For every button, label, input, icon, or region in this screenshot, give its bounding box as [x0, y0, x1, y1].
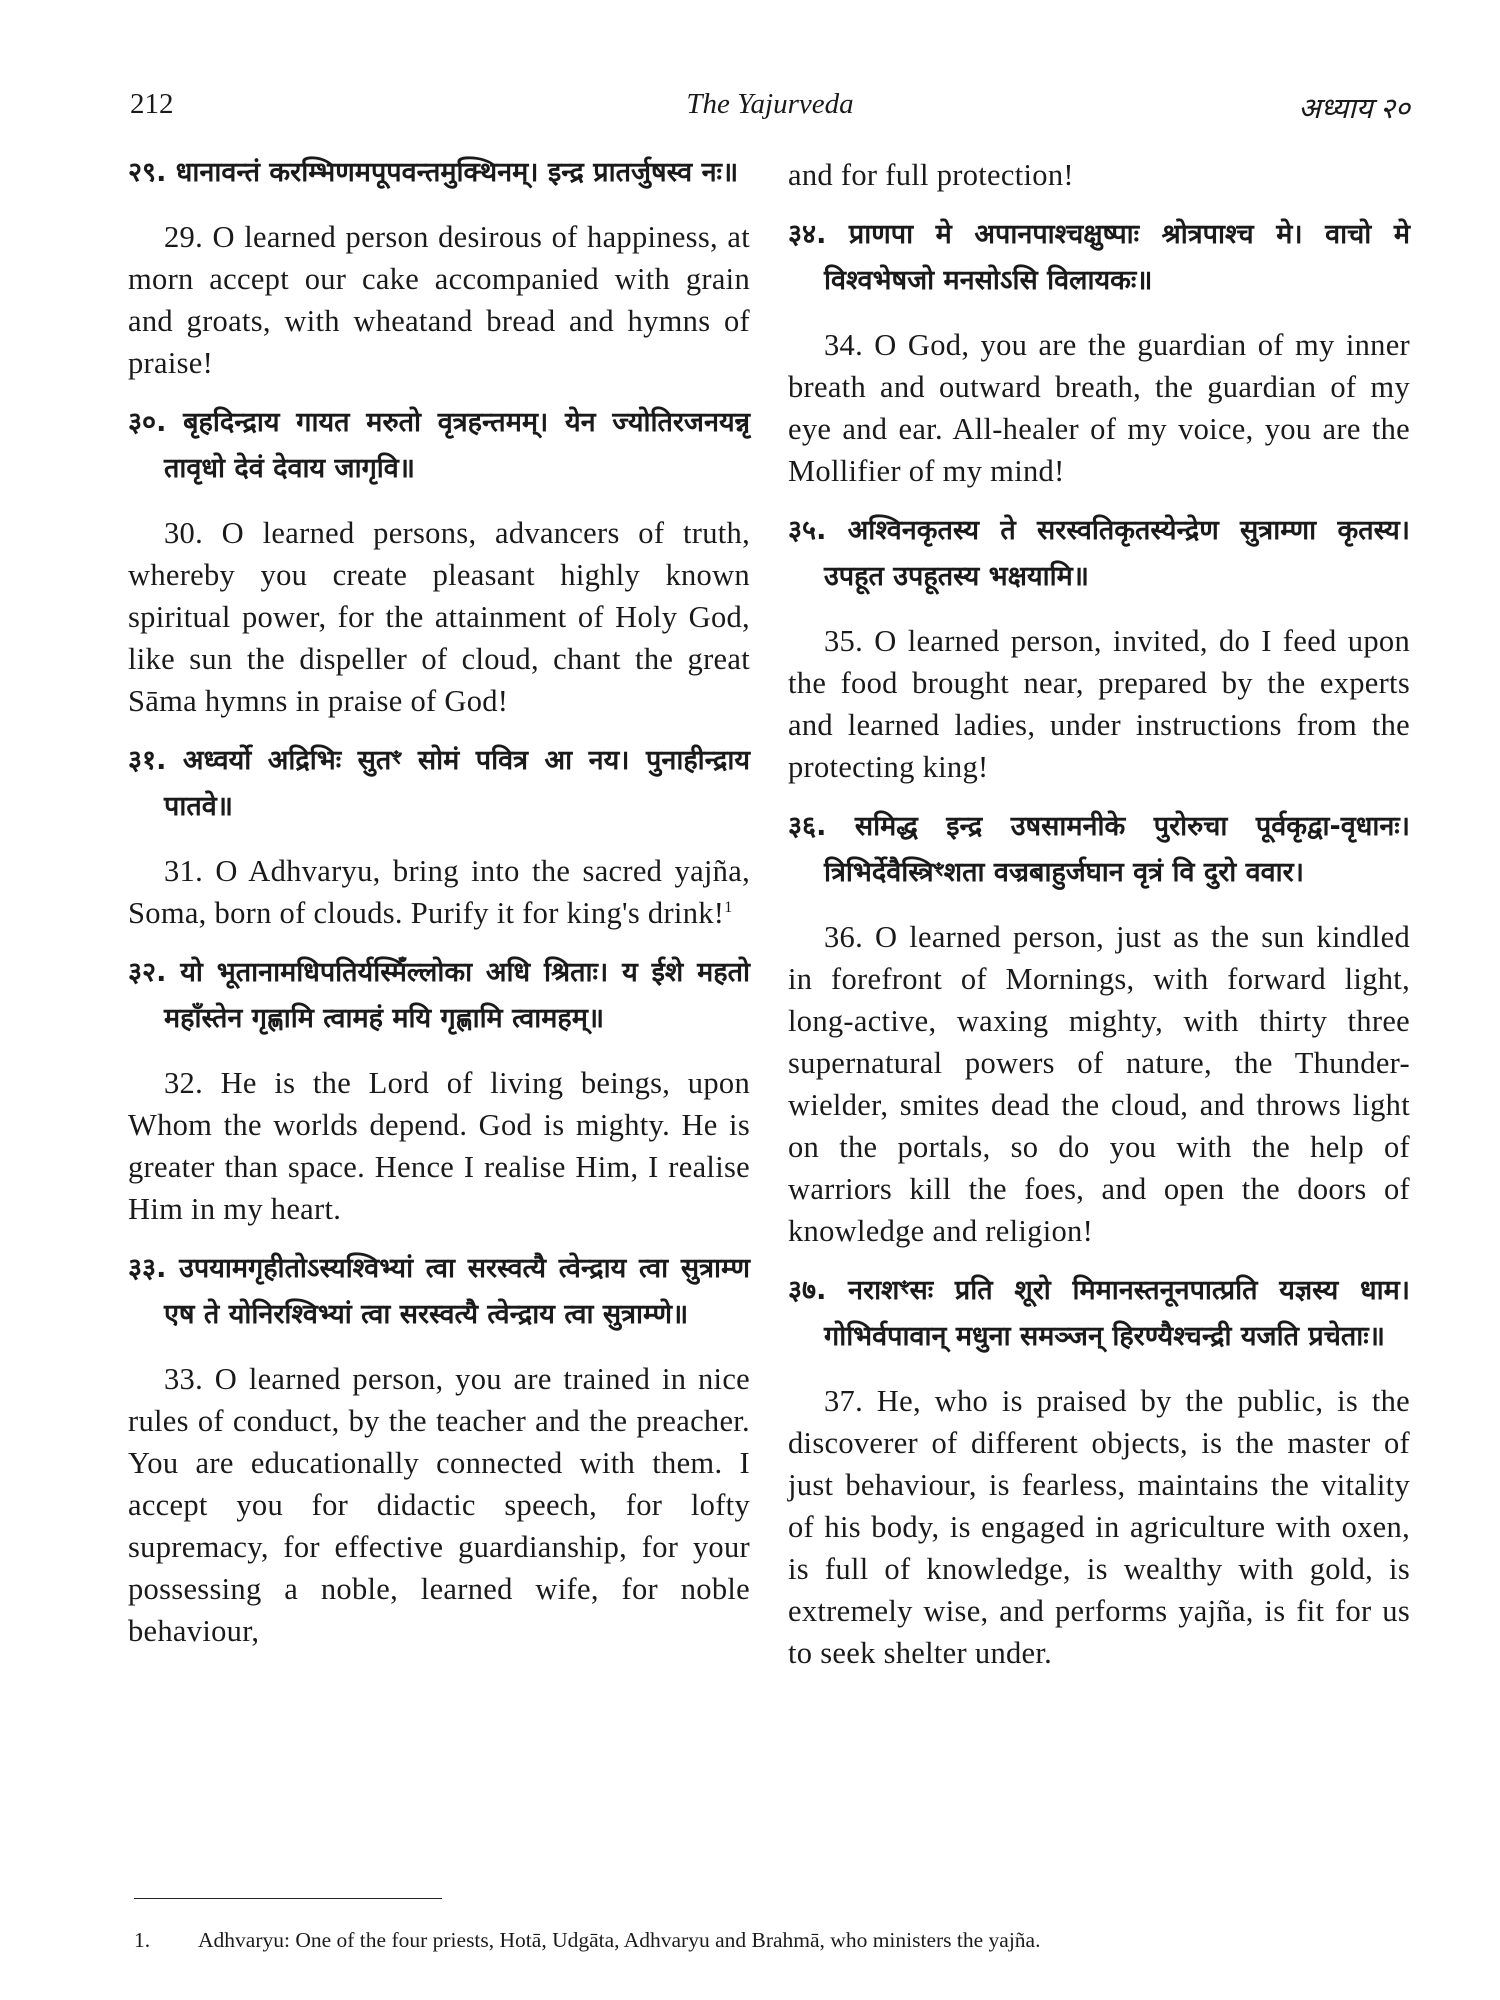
footnote-reference: 1 [724, 898, 733, 916]
verse-32-translation: 32. He is the Lord of living beings, upon Whom the worlds depend. God is mighty. He is greater than space. Hence I realise Him, I realise Him in my heart. [128, 1066, 750, 1226]
footnote-text: Adhvaryu: One of the four priests, Hotā, Udgāta, Adhvaryu and Brahmā, who ministers the yajña. [198, 1928, 1041, 1952]
verse-31-sanskrit: ३१. अध्वर्यो अद्रिभिः सुतꣳ सोमं पवित्र आ नय। पुनाहीन्द्राय पातवे॥ [128, 745, 750, 822]
verse-34-translation: 34. O God, you are the guardian of my inner breath and outward breath, the guardian of my eye and ear. All-healer of my voice, you are the Mollifier of my mind! [788, 328, 1410, 488]
verse-32-sanskrit: ३२. यो भूतानामधिपतिर्यस्मिँल्लोका अधि श्रिताः। य ईशे महतो महाँस्तेन गृह्णामि त्वामहं मयि गृह्णामि त्वामहम्॥ [128, 957, 750, 1034]
verse-30-sanskrit: ३०. बृहदिन्द्राय गायत मरुतो वृत्रहन्तमम्। येन ज्योतिरजनयन्नृ तावृधो देवं देवाय जागृवि॥ [128, 407, 750, 484]
verse-34-sanskrit: ३४. प्राणपा मे अपानपाश्चक्षुष्पाः श्रोत्रपाश्च मे। वाचो मे विश्वभेषजो मनसोऽसि विलायकः॥ [788, 219, 1410, 296]
running-title: The Yajurveda [686, 88, 854, 120]
left-column [128, 150, 750, 1668]
verse-31-text: 31. O Adhvaryu, bring into the sacred yajña, Soma, born of clouds. Purify it for king's drink! [128, 854, 750, 930]
verse-29-sanskrit: २९. धानावन्तं करम्भिणमपूपवन्तमुक्थिनम्। इन्द्र प्रातर्जुषस्व नः॥ [128, 157, 739, 188]
verse-33-sanskrit: ३३. उपयामगृहीतोऽस्यश्विभ्यां त्वा सरस्वत्यै त्वेन्द्राय त्वा सुत्राम्ण एष ते योनिरश्विभ्यां त्वा सरस्वत्यै त्वेन्द्राय त्वा सुत्राम्णे॥ [128, 1253, 750, 1330]
verse-29-translation: 29. O learned person desirous of happiness, at morn accept our cake accompanied with grain and groats, with wheatand bread and hymns of praise! [128, 220, 750, 380]
verse-36-sanskrit: ३६. समिद्ध इन्द्र उषसामनीके पुरोरुचा पूर्वकृद्वा-वृधानः। त्रिभिर्देवैस्त्रिꣳशता वज्रबाहुर्जघान वृत्रं वि दुरो ववार। [788, 811, 1410, 888]
verse-30-translation: 30. O learned persons, advancers of truth, whereby you create pleasant highly known spiritual power, for the attainment of Holy God, like sun the dispeller of cloud, chant the great Sāma hymns in praise of God! [128, 516, 750, 718]
verse-33-translation-continued: and for full protection! [788, 158, 1074, 192]
running-header [130, 88, 1410, 128]
footnote [134, 1925, 1414, 1955]
verse-37-sanskrit: ३७. नराशꣳसः प्रति शूरो मिमानस्तनूनपात्प्रति यज्ञस्य धाम। गोभिर्वपावान् मधुना समञ्जन् हिरण्यैश्चन्द्री यजति प्रचेताः॥ [788, 1275, 1410, 1352]
footnote-divider [134, 1898, 442, 1899]
footnote-marker: 1. [134, 1928, 151, 1952]
verse-37-translation: 37. He, who is praised by the public, is the discoverer of different objects, is the master of just behaviour, is fearless, maintains the vitality of his body, is engaged in agriculture with oxen, is full of knowledge, is wealthy with gold, is extremely wise, and performs yajña, is fit for us to seek shelter under. [788, 1384, 1410, 1670]
chapter-label: अध्याय २० [1298, 93, 1410, 125]
verse-36-translation: 36. O learned person, just as the sun kindled in forefront of Mornings, with forward light, long-active, waxing mighty, with thirty three supernatural powers of nature, the Thunder-wielder, smites dead the cloud, and throws light on the portals, so do you with the help of warriors kill the foes, and open the doors of knowledge and religion! [788, 920, 1410, 1248]
verse-35-translation: 35. O learned person, invited, do I feed upon the food brought near, prepared by the experts and learned ladies, under instructions from the protecting king! [788, 624, 1410, 784]
verse-31-translation [128, 850, 750, 934]
page-number: 212 [130, 88, 174, 120]
verse-33-translation: 33. O learned person, you are trained in nice rules of conduct, by the teacher and the preacher. You are educationally connected with them. I accept you for didactic speech, for lofty supremacy, for effective guardianship, for your possessing a noble, learned wife, for noble behaviour, [128, 1362, 750, 1648]
right-column [788, 154, 1410, 1690]
verse-35-sanskrit: ३५. अश्विनकृतस्य ते सरस्वतिकृतस्येन्द्रेण सुत्राम्णा कृतस्य। उपहूत उपहूतस्य भक्षयामि॥ [788, 515, 1410, 592]
